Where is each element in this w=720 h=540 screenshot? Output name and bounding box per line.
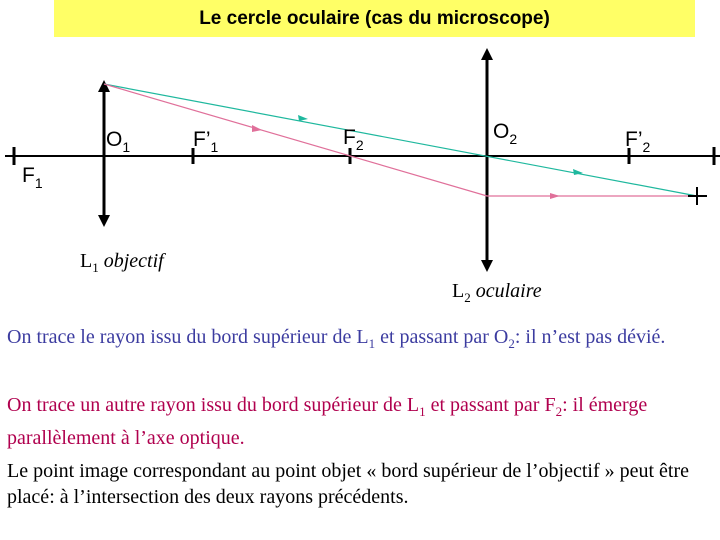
page-title: Le cercle oculaire (cas du microscope) <box>199 7 550 29</box>
ray-via-o2-arrow-1 <box>298 115 308 121</box>
label-o2: $O_2$ <box>493 120 518 147</box>
lens-l1-top-arrow <box>98 80 110 92</box>
lens-l1-label: $L_1$ objectif <box>80 250 164 275</box>
paragraph-image-point: Le point image correspondant au point objet « bord supérieur de l’objectif » peut être placé: à l’intersection des deux rayons précédents. <box>7 460 690 508</box>
label-f1: $F_1$ <box>22 164 43 191</box>
label-f2: $F_2$ <box>343 126 364 153</box>
label-fp2: $F’_2$ <box>625 128 651 155</box>
paragraph-ray-o2: On trace le rayon issu du bord supérieur de $L_1$ et passant par $O_2$: il n’est pas dévié. <box>7 326 666 351</box>
lens-l2-top-arrow <box>481 48 493 60</box>
lens-l2-bottom-arrow <box>481 260 493 272</box>
label-fp1: $F’_1$ <box>193 128 219 155</box>
ray-via-f2-arrow-2 <box>550 193 560 199</box>
paragraph-ray-f2: On trace un autre rayon issu du bord supérieur de $L_1$ et passant par $F_2$: il émerge parallèlement à l’axe optique. <box>7 394 648 449</box>
lens-l2-label: $L_2$ oculaire <box>452 280 542 305</box>
label-o1: $O_1$ <box>106 128 131 155</box>
lens-l1-bottom-arrow <box>98 215 110 227</box>
ray-via-f2-arrow-1 <box>252 125 262 132</box>
